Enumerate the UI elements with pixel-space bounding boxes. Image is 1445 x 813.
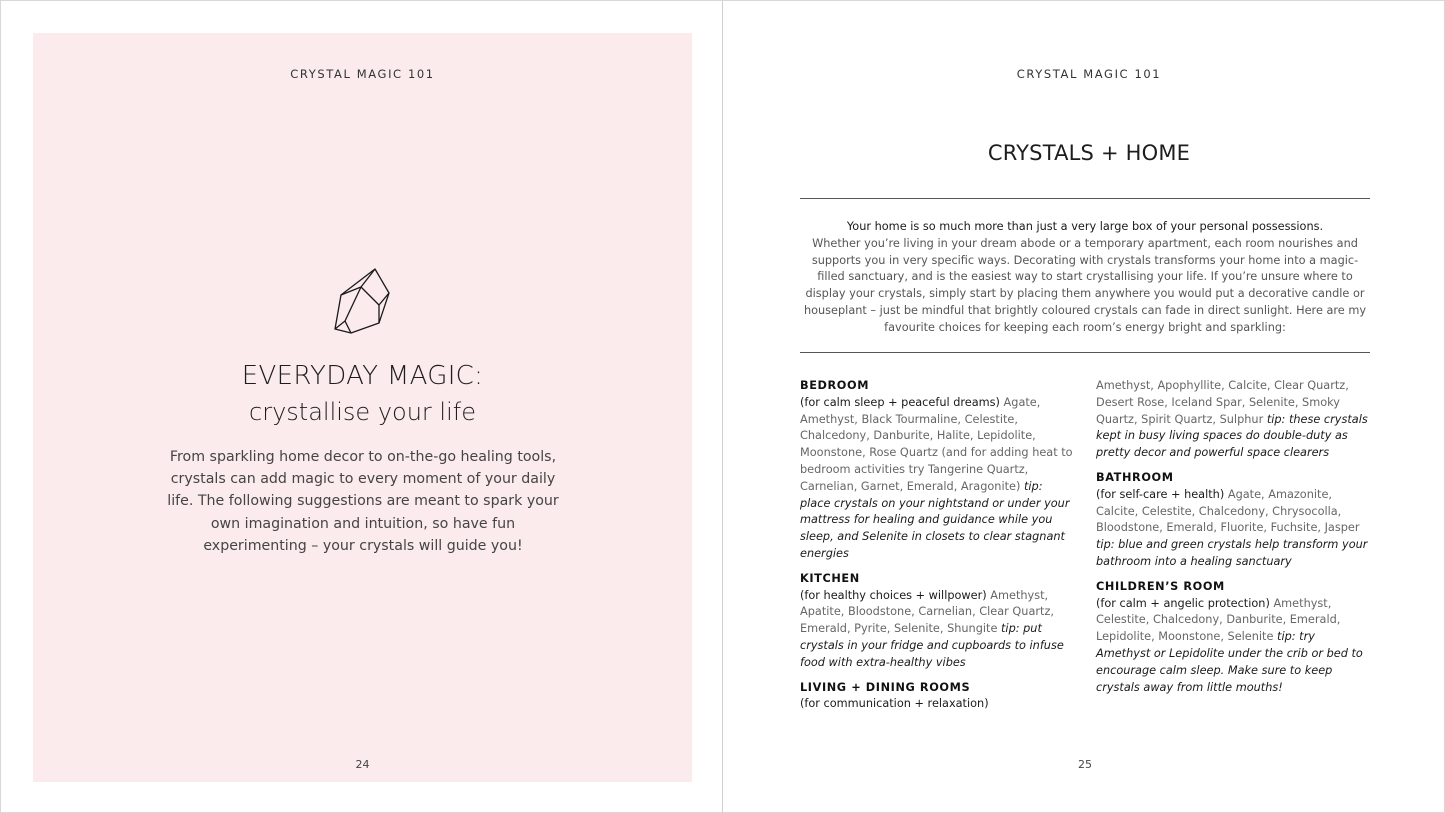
room-purpose: (for healthy choices + willpower) [800,588,987,602]
intro-paragraph: From sparkling home decor to on-the-go healing tools, crystals can add magic to every moment of your daily life. The following suggestions are meant to spark your own imagination and intuition, so have fun experimenting – your crystals will guide you! [167,449,559,554]
page-number-left: 24 [355,758,370,771]
room-crystals: Amethyst, Apatite, Bloodstone, Carnelian, Clear Quartz, Emerald, Pyrite, Selenite, Shungite [800,588,1054,636]
column-left [800,378,1075,721]
room-section-bedroom [800,378,1075,563]
divider-bottom [800,352,1370,353]
room-crystals: Agate, Amazonite, Calcite, Celestite, Chalcedony, Chrysocolla, Bloodstone, Emerald, Fluorite, Fuchsite, Jasper [1096,487,1360,535]
room-section-living-continued [1096,378,1371,462]
left-page [33,33,692,782]
running-head-right: CRYSTAL MAGIC 101 [1016,67,1162,81]
room-heading: BEDROOM [800,379,870,392]
room-tip: tip: blue and green crystals help transform your bathroom into a healing sanctuary [1096,538,1368,568]
room-purpose: (for calm + angelic protection) [1096,596,1270,610]
room-heading: KITCHEN [800,571,860,585]
room-crystals: Agate, Amethyst, Black Tourmaline, Celestite, Chalcedony, Danburite, Halite, Lepidolite, Moonstone, Rose Quartz (and for adding heat to bedroom activities try Tangerine Quartz, Carnelian, Garnet, Emerald, Aragonite) [800,395,1073,493]
room-section-kitchen [800,571,1075,672]
running-head-left: CRYSTAL MAGIC 101 [290,67,435,81]
intro-body: Whether you’re living in your dream abode or a temporary apartment, each room nourishes and supports you in very specific ways. Decorating with crystals transforms your home into a magic-filled sanctuary, and is the easiest way to start crystallising your life. If you’re unsure where to display your crystals, simply start by placing them anywhere you would put a decorative candle or houseplant – just be mindful that brightly coloured crystals can fade in direct sunlight. Here are my favourite choices for keeping each room’s energy bright and sparkling: [803,236,1367,334]
page-title: EVERYDAY MAGIC: [241,361,484,391]
room-crystals: Amethyst, Celestite, Chalcedony, Danburite, Emerald, Lepidolite, Moonstone, Selenite [1096,596,1341,644]
right-page [723,1,1445,813]
room-heading: LIVING + DINING ROOMS [800,680,971,694]
room-section-living [800,680,1075,714]
section-title: CRYSTALS + HOME [987,141,1191,165]
intro-lead: Your home is so much more than just a very large box of your personal possessions. [846,220,1324,233]
room-heading: CHILDREN’S ROOM [1096,579,1225,593]
crystal-icon [331,267,395,337]
page-number-right: 25 [1078,758,1092,771]
room-tip: tip: try Amethyst or Lepidolite under the crib or bed to encourage calm sleep. Make sure to keep crystals away from little mouths! [1096,630,1363,694]
room-tip: tip: put crystals in your fridge and cupboards to infuse food with extra-healthy vibes [800,622,1064,669]
room-section-childrens [1096,579,1371,697]
room-tip: tip: these crystals kept in busy living spaces do double-duty as pretty decor and powerful space clearers [1096,412,1368,460]
page-subtitle: crystallise your life [249,398,476,426]
column-right [1096,378,1371,704]
room-purpose: (for self-care + health) [1096,487,1225,501]
room-crystals: Amethyst, Apophyllite, Calcite, Clear Quartz, Desert Rose, Iceland Spar, Selenite, Smoky Quartz, Spirit Quartz, Sulphur [1096,379,1349,426]
room-purpose: (for communication + relaxation) [800,697,989,711]
room-purpose: (for calm sleep + peaceful dreams) [800,395,1000,409]
room-heading: BATHROOM [1096,470,1174,484]
room-section-bathroom [1096,470,1371,571]
divider-top [800,198,1370,199]
room-tip: tip: place crystals on your nightstand or under your mattress for healing and guidance while you sleep, and Selenite in closets to clear stagnant energies [800,479,1070,560]
intro-block [803,219,1367,337]
